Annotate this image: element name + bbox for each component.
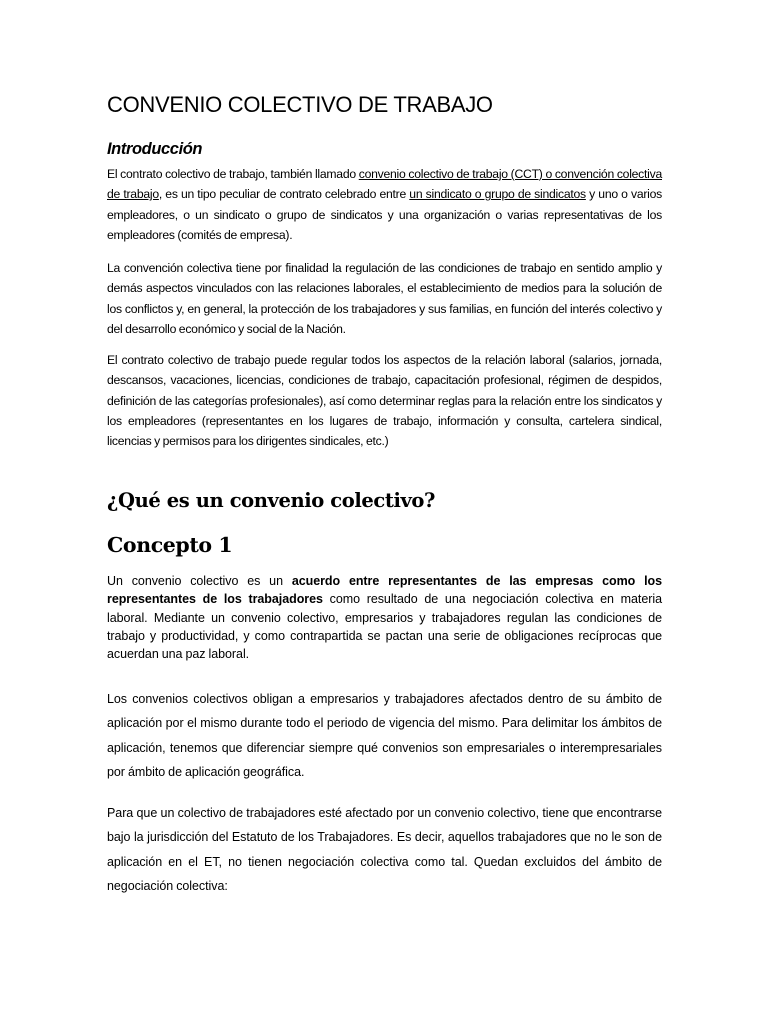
heading-concepto-1: Concepto 1: [107, 533, 233, 557]
sindicato-link[interactable]: un sindicato o grupo de sindicatos: [409, 187, 586, 202]
paragraph-intro-definition: [107, 164, 662, 245]
paragraph-obligacion: Los convenios colectivos obligan a empresarios y trabajadores afectados dentro de su ámbito de aplicación por el mismo durante todo el periodo de vigencia del mismo. Para delimitar los ámbitos de aplicación, tenemos que diferenciar siempre qué convenios son empresariales o interempresariales por ámbito de aplicación geográfica.: [107, 692, 662, 780]
intro-heading: Introducción: [107, 140, 203, 158]
paragraph-finalidad: La convención colectiva tiene por finalidad la regulación de las condiciones de trabajo en sentido amplio y demás aspectos vinculados con las relaciones laborales, el establecimiento de medios para la solución de los conflictos y, en general, la protección de los trabajadores y sus familias, en función del interés colectivo y del desarrollo económico y social de la Nación.: [107, 261, 662, 336]
p4-text-1: Un convenio colectivo es un: [107, 574, 292, 588]
document-title: CONVENIO COLECTIVO DE TRABAJO: [107, 92, 493, 117]
paragraph-estatuto: Para que un colectivo de trabajadores esté afectado por un convenio colectivo, tiene que encontrarse bajo la jurisdicción del Estatuto de los Trabajadores. Es decir, aquellos trabajadores que no le son de aplicación en el ET, no tienen negociación colectiva como tal. Quedan excluidos del ámbito de negociación colectiva:: [107, 806, 662, 894]
p4-text-2: como resultado de una negociación colectiva en materia laboral. Mediante un convenio colectivo, empresarios y trabajadores regulan las condiciones de trabajo y productividad, y como contrapartida se pactan una serie de obligaciones recíprocas que acuerdan una paz laboral.: [107, 592, 662, 662]
paragraph-concepto: [107, 572, 662, 663]
p1-text-1: El contrato colectivo de trabajo, también llamado: [107, 167, 359, 181]
p4-bold-text: acuerdo entre representantes de las empresas como los representantes de los trabajadores: [107, 574, 662, 607]
paragraph-regulacion: El contrato colectivo de trabajo puede regular todos los aspectos de la relación laboral (salarios, jornada, descansos, vacaciones, licencias, condiciones de trabajo, capacitación profesional, régimen de despidos, definición de las categorías profesionales), así como determinar reglas para la relación entre los sindicatos y los empleadores (representantes en los lugares de trabajo, información y consulta, cartelera sindical, licencias y permisos para los dirigentes sindicales, etc.): [107, 353, 662, 449]
p1-text-3: y uno o varios empleadores, o un sindicato o grupo de sindicatos y una organización o varias representativas de los empleadores (comités de empresa).: [107, 187, 662, 242]
p1-text-2: , es un tipo peculiar de contrato celebrado entre: [158, 187, 410, 202]
cct-link[interactable]: convenio colectivo de trabajo (CCT) o convención colectiva de trabajo: [107, 167, 662, 202]
heading-que-es: ¿Qué es un convenio colectivo?: [107, 489, 436, 512]
